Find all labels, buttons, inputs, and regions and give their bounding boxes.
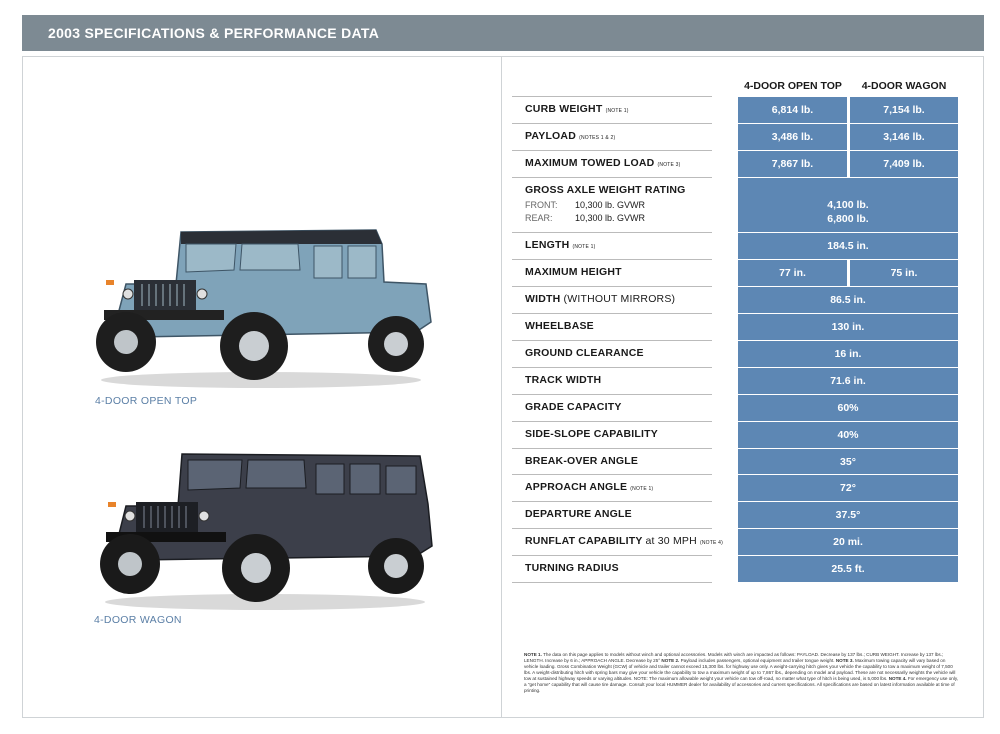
value-max-towed-open-top: 7,867 lb. <box>771 158 814 170</box>
value-grade-capacity: 60% <box>837 402 859 414</box>
label-rule <box>512 555 712 556</box>
label-rule <box>512 421 712 422</box>
spec-label-max-towed-load: MAXIMUM TOWED LOAD (NOTE 3) <box>525 157 681 169</box>
label-rule <box>512 340 712 341</box>
gawr-front-row: FRONT: 10,300 lb. GVWR <box>525 200 646 210</box>
spec-label-side-slope: SIDE-SLOPE CAPABILITY <box>525 428 658 440</box>
label-rule <box>512 528 712 529</box>
value-max-towed-wagon: 7,409 lb. <box>883 158 925 170</box>
row-divider <box>738 123 958 124</box>
value-runflat: 20 mi. <box>833 536 863 548</box>
spec-label-departure-angle: DEPARTURE ANGLE <box>525 508 632 520</box>
label-rule <box>512 313 712 314</box>
label-rule <box>512 286 712 287</box>
value-break-over: 35° <box>840 456 856 468</box>
page-header <box>22 15 984 51</box>
row-divider <box>738 286 958 287</box>
spec-label-track-width: TRACK WIDTH <box>525 374 602 386</box>
value-gawr-rear: 6,800 lb. <box>827 213 869 225</box>
open-top-caption: 4-DOOR OPEN TOP <box>95 395 198 407</box>
spec-label-width: WIDTH (WITHOUT MIRRORS) <box>525 293 676 305</box>
row-divider <box>738 501 958 502</box>
value-max-height-open-top: 77 in. <box>779 267 806 279</box>
value-curb-weight-wagon: 7,154 lb. <box>883 104 925 116</box>
label-rule <box>512 582 712 583</box>
spec-label-length: LENGTH (NOTE 1) <box>525 239 596 251</box>
value-width: 86.5 in. <box>830 294 866 306</box>
column-header-open-top: 4-DOOR OPEN TOP <box>744 80 842 92</box>
wagon-caption: 4-DOOR WAGON <box>94 614 182 626</box>
value-ground-clearance: 16 in. <box>834 348 862 360</box>
label-rule <box>512 232 712 233</box>
label-rule <box>512 474 712 475</box>
label-rule <box>512 177 712 178</box>
value-track-width: 71.6 in. <box>830 375 866 387</box>
row-divider <box>738 448 958 449</box>
page-title: 2003 SPECIFICATIONS & PERFORMANCE DATA <box>48 25 380 41</box>
label-rule <box>512 96 712 97</box>
value-curb-weight-open-top: 6,814 lb. <box>771 104 814 116</box>
gawr-rear-row: REAR: 10,300 lb. GVWR <box>525 213 646 223</box>
label-rule <box>512 394 712 395</box>
spec-label-ground-clearance: GROUND CLEARANCE <box>525 347 644 359</box>
label-rule <box>512 501 712 502</box>
footnotes: NOTE 1. The data on this page applies to models without winch and optional accessories. Models with winch are impacted as follows: PAYLOAD. Decrease by 137 lbs.; CURB WEIGHT. Increase by 137 lbs.; LENGTH. Increase by 6 in.; APPROACH ANGLE. Decrease by 25° NOTE 2. Payload includes passengers, optional equipment and trailer tongue weight. NOTE 3. Maximum towing capacity will vary based on vehicle loading. Gross Combination Weight (GCW) of vehicle and trailer cannot exceed 15,300 lbs. for highway use only. A weight-carrying hitch gives your vehicle the capability to tow a maximum weight of 7,500 lbs. A weight-distributing hitch with spring bars may give your vehicle the capability to tow a maximum weight of up to 7,867 lbs., depending on model and payload. These are not necessarily weights the vehicle will tow at sustained highway speeds or varying altitudes. NOTE: The maximum allowable weight your vehicle can tow off-road, no matter what type of hitch is being used, is 5,000 lbs. NOTE 4. For emergency use only, a "get home" capability that will cause tire damage. Consult your local HUMMER dealer for availability of accessories and current specifications. All specifications are based on latest information available at time of printing. <box>524 652 959 693</box>
wagon-vehicle-image <box>90 446 440 614</box>
spec-label-curb-weight: CURB WEIGHT (NOTE 1) <box>525 103 629 115</box>
row-divider <box>738 421 958 422</box>
value-approach-angle: 72° <box>840 482 856 494</box>
label-rule <box>512 123 712 124</box>
row-divider <box>738 313 958 314</box>
value-wheelbase: 130 in. <box>831 321 865 333</box>
label-rule <box>512 367 712 368</box>
open-top-vehicle-image <box>86 222 436 392</box>
spec-label-turning-radius: TURNING RADIUS <box>525 562 619 574</box>
row-divider <box>738 555 958 556</box>
label-rule <box>512 259 712 260</box>
value-gawr-front: 4,100 lb. <box>827 199 869 211</box>
value-departure-angle: 37.5° <box>835 509 861 521</box>
row-divider <box>738 394 958 395</box>
row-divider <box>738 177 958 178</box>
value-payload-wagon: 3,146 lb. <box>883 131 925 143</box>
row-divider <box>738 259 958 260</box>
spec-label-runflat: RUNFLAT CAPABILITY at 30 MPH (NOTE 4) <box>525 535 723 547</box>
spec-label-approach-angle: APPROACH ANGLE (NOTE 1) <box>525 481 654 493</box>
spec-label-gawr: GROSS AXLE WEIGHT RATING <box>525 184 686 196</box>
row-divider <box>738 528 958 529</box>
spec-label-wheelbase: WHEELBASE <box>525 320 594 332</box>
label-rule <box>512 448 712 449</box>
column-header-wagon: 4-DOOR WAGON <box>861 80 947 92</box>
row-divider <box>738 474 958 475</box>
row-divider <box>738 367 958 368</box>
spec-label-break-over: BREAK-OVER ANGLE <box>525 455 639 467</box>
value-turning-radius: 25.5 ft. <box>831 563 865 575</box>
spec-label-payload: PAYLOAD (NOTES 1 & 2) <box>525 130 616 142</box>
row-divider <box>738 150 958 151</box>
label-rule <box>512 150 712 151</box>
spec-label-grade-capacity: GRADE CAPACITY <box>525 401 622 413</box>
spec-label-max-height: MAXIMUM HEIGHT <box>525 266 622 278</box>
value-max-height-wagon: 75 in. <box>890 267 918 279</box>
value-length: 184.5 in. <box>827 240 869 252</box>
value-payload-open-top: 3,486 lb. <box>771 131 814 143</box>
row-divider <box>738 232 958 233</box>
row-divider <box>738 340 958 341</box>
value-side-slope: 40% <box>837 429 859 441</box>
